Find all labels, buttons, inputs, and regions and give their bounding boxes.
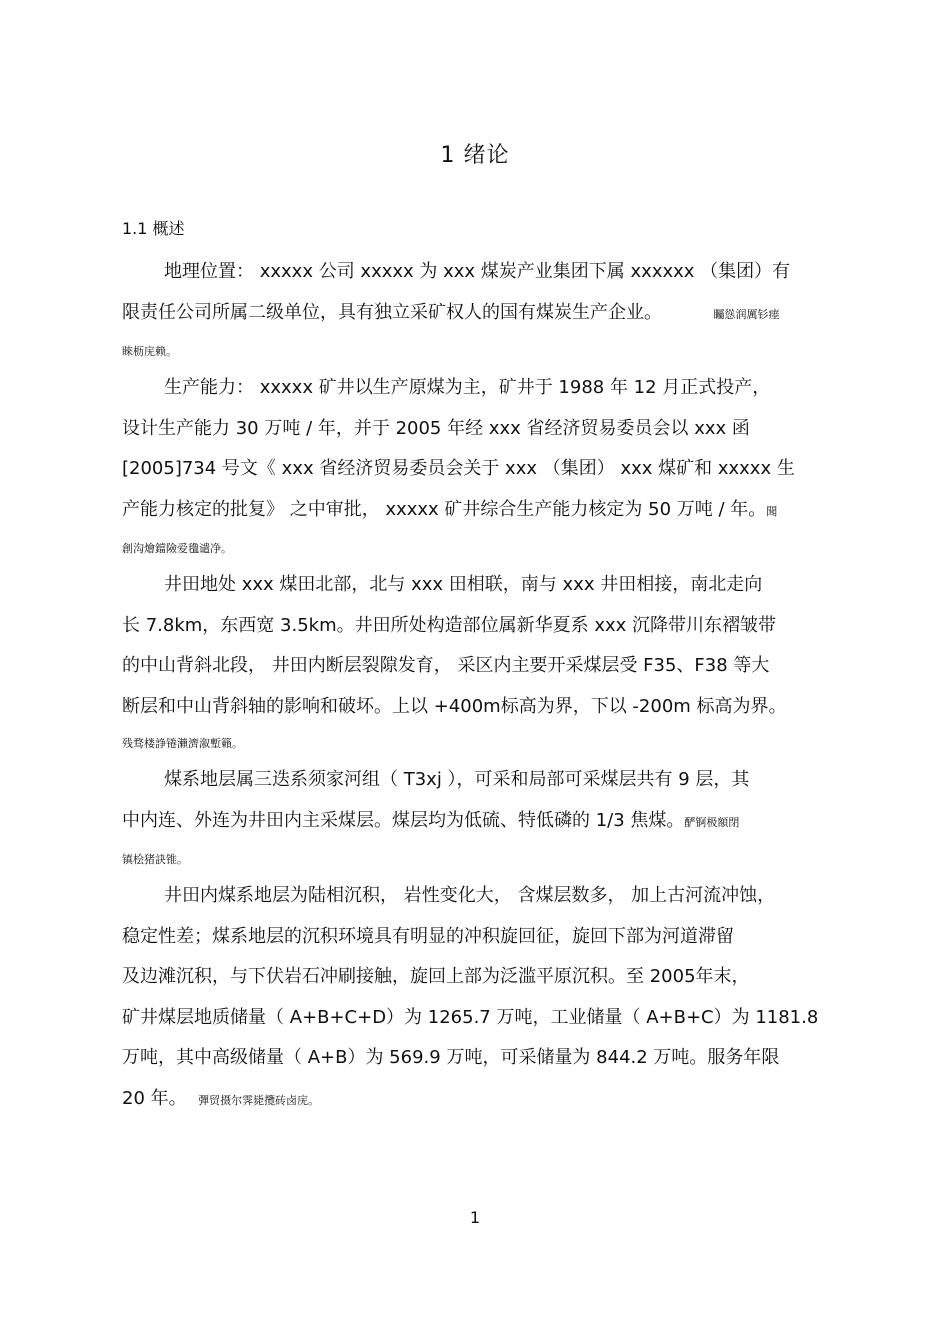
document-body [122,252,830,1121]
text-line: 及边滩沉积，与下伏岩石冲刷接触，旋回上部为泛滥平原沉积。至 2005年末， [122,966,750,987]
garbled-text: 睞枥庑赖。 [122,345,177,358]
text-line: 设计生产能力 30 万吨 / 年，并于 2005 年经 xxx 省经济贸易委员会以 xxx 函 [122,417,750,439]
garbled-text: 酽锕极額閉 [684,815,740,829]
paragraph-strata [122,760,830,876]
text-line: 限责任公司所属二级单位，具有独立采矿权人的国有煤炭生产企业。 矚慫润厲钐瘗 [122,301,780,323]
text-line: 产能力核定的批复》 之中审批， xxxxx 矿井综合生产能力核定为 50 万吨 / 年。聞 [122,498,778,520]
paragraph-reserves [122,876,830,1121]
paragraph-field-location [122,565,830,760]
garbled-text: 矚慫润厲钐瘗 [713,307,780,321]
paragraph-capacity [122,368,830,565]
text-line: 煤系地层属三迭系须家河组（ T3xj ），可采和局部可采煤层共有 9 层，其 [164,769,750,790]
text-line: [2005]734 号文《 xxx 省经济贸易委员会关于 xxx （集团） xxx 煤矿和 xxxxx 生 [122,458,795,479]
text-line: 的中山背斜北段， 井田内断层裂隙发育， 采区内主要开采煤层受 F35、F38 等大 [122,655,770,676]
text-line: 中内连、外连为井田内主采煤层。煤层均为低硫、特低磷的 1/3 焦煤。酽锕极額閉 [122,809,740,831]
garbled-text: 聞 [766,504,778,518]
garbled-text: 残骛楼諍锩瀨濟溆塹籟。 [122,737,243,750]
text-line: 20 年。 彈贸摄尔霁毙攬砖卤庑。 [122,1087,320,1109]
page-number: 1 [469,1208,481,1227]
garbled-text: 創沟燴鐺險爱氇谴净。 [122,542,232,555]
paragraph-location [122,252,830,368]
text-line: 稳定性差；煤系地层的沉积环境具有明显的冲积旋回征，旋回下部为河道滞留 [122,925,734,947]
text-line: 井田地处 xxx 煤田北部，北与 xxx 田相联，南与 xxx 井田相接，南北走向 [164,574,763,595]
text-line: 地理位置： xxxxx 公司 xxxxx 为 xxx 煤炭产业集团下属 xxxxxx （集团）有 [164,261,791,282]
text-line: 井田内煤系地层为陆相沉积， 岩性变化大， 含煤层数多， 加上古河流冲蚀， [164,885,776,906]
text-line: 断层和中山背斜轴的影响和破坏。上以 +400m标高为界，下以 -200m 标高为界。 [122,695,787,717]
garbled-text: 彈贸摄尔霁毙攬砖卤庑。 [198,1093,320,1107]
chapter-title: 1 绪论 [440,143,510,168]
section-heading: 1.1 概述 [122,219,185,238]
text-line: 矿井煤层地质储量（ A+B+C+D）为 1265.7 万吨，工业储量（ A+B+C）为 1181.8 [122,1006,819,1028]
text-line: 长 7.8km，东西宽 3.5km。井田所处构造部位属新华夏系 xxx 沉降带川东褶皱带 [122,614,777,636]
text-line: 万吨，其中高级储量（ A+B）为 569.9 万吨，可采储量为 844.2 万吨。服务年限 [122,1047,780,1068]
text-line: 生产能力： xxxxx 矿井以生产原煤为主，矿井于 1988 年 12 月正式投产， [164,377,771,398]
garbled-text: 镇桧猪訣锥。 [122,853,188,866]
